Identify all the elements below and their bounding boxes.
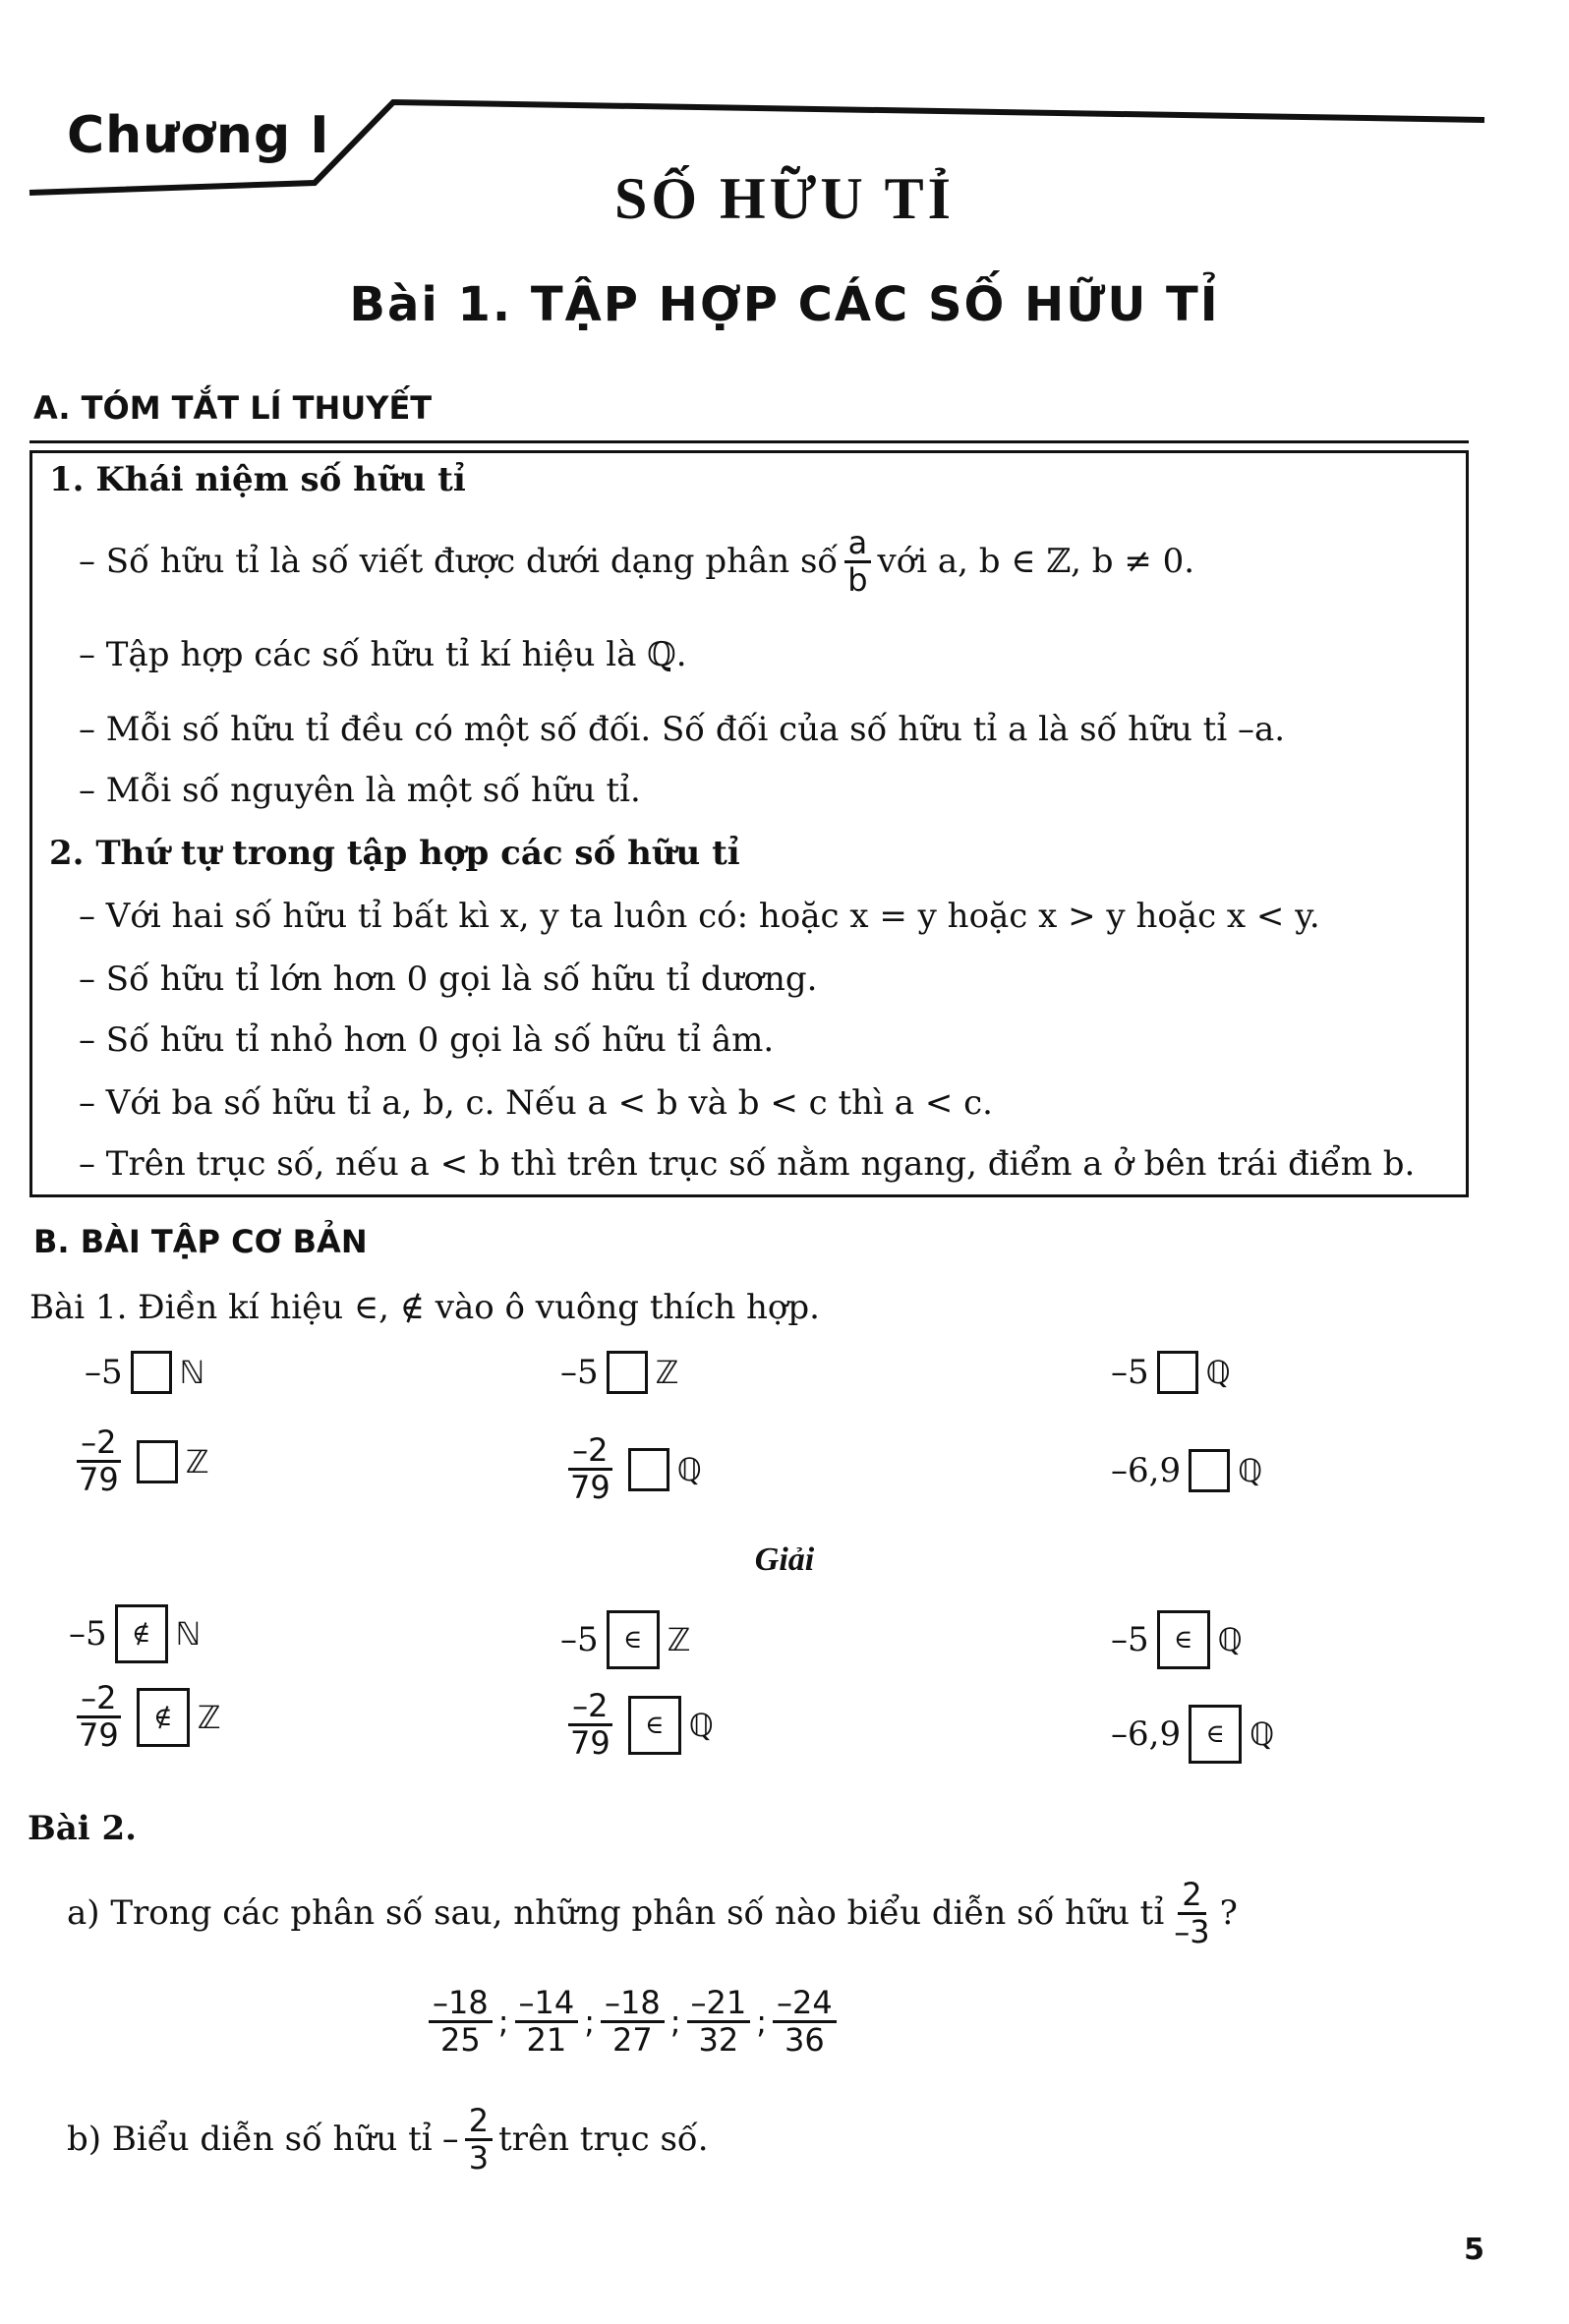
item-value: –5 [560,1353,599,1392]
theory-text: với a, b ∈ ℤ, b ≠ 0. [877,542,1195,582]
question-item [560,1433,702,1505]
exercise-2a-end: ? [1219,1893,1238,1934]
fraction-denominator: –3 [1174,1913,1210,1951]
fraction [75,1681,123,1753]
fraction-numerator: –18 [429,1986,493,2023]
fraction-denominator: 79 [570,1724,610,1763]
set-symbol: ℤ [185,1442,209,1481]
fraction-numerator: –2 [568,1689,611,1726]
item-value: –5 [1111,1353,1149,1392]
exercise-2a [67,1878,1238,1949]
answer-box-filled: ∉ [115,1604,168,1663]
section-b-heading: B. BÀI TẬP CƠ BẢN [33,1223,368,1260]
answer-item [69,1681,221,1753]
fraction-denominator: 79 [79,1461,119,1499]
section-a-heading: A. TÓM TẮT LÍ THUYẾT [33,389,433,427]
answer-box[interactable] [1157,1351,1198,1394]
theory-subheading-1: 1. Khái niệm số hữu tỉ [49,460,466,499]
fraction-numerator: –14 [515,1986,579,2023]
fraction-numerator: –18 [601,1986,665,2023]
set-symbol: ℚ [1238,1452,1263,1489]
item-value: –5 [1111,1620,1149,1659]
fraction-denominator: 27 [612,2021,653,2060]
fraction [1170,1878,1213,1949]
page-number: 5 [1464,2233,1484,2267]
fraction [75,1425,123,1497]
answer-item [560,1610,690,1669]
theory-line: – Tập hợp các số hữu tỉ kí hiệu là ℚ. [79,635,687,674]
question-item [1111,1351,1231,1394]
answer-box-filled: ∈ [1157,1610,1210,1669]
answer-box[interactable] [628,1448,669,1491]
fraction-numerator: –2 [77,1425,120,1463]
fraction [429,1986,493,2058]
fraction [465,2104,493,2176]
fraction-numerator: –24 [773,1986,837,2023]
page-title: SỐ HỮU TỈ [613,166,956,231]
exercise-2-title: Bài 2. [28,1809,138,1848]
theory-text: – Số hữu tỉ là số viết được dưới dạng phân số [79,542,839,582]
fraction [566,1689,614,1761]
fraction-denominator: 25 [440,2021,481,2060]
fraction-numerator: 2 [1178,1878,1205,1915]
item-value: –5 [560,1620,599,1659]
fraction-denominator: 79 [570,1469,610,1507]
theory-line: – Số hữu tỉ lớn hơn 0 gọi là số hữu tỉ dương. [79,959,818,999]
set-symbol: ℚ [688,1706,714,1744]
set-symbol: ℚ [1249,1715,1275,1753]
fraction-denominator: 32 [698,2021,739,2060]
fraction-denominator: 79 [79,1716,119,1755]
fraction-numerator: 2 [465,2104,493,2141]
answer-box[interactable] [607,1351,648,1394]
theory-line [79,526,1194,598]
theory-line: – Với ba số hữu tỉ a, b, c. Nếu a < b và b < c thì a < c. [79,1083,993,1123]
set-symbol: ℤ [655,1354,679,1391]
fraction-denominator: 21 [526,2021,567,2060]
item-value: –5 [69,1614,107,1654]
answer-item [69,1604,201,1663]
exercise-1-prompt: Bài 1. Điền kí hiệu ∈, ∉ vào ô vuông thích hợp. [29,1288,820,1327]
answer-box-filled: ∈ [628,1696,681,1755]
fraction-denominator: 3 [468,2139,490,2178]
answer-item [560,1689,714,1761]
separator: ; [669,2003,681,2041]
fraction-numerator: a [844,526,872,563]
question-item [1111,1449,1262,1492]
theory-subheading-2: 2. Thứ tự trong tập hợp các số hữu tỉ [49,834,740,873]
set-symbol: ℚ [676,1450,702,1488]
answer-box-filled: ∉ [137,1688,190,1747]
answer-box[interactable] [137,1440,178,1483]
question-item [560,1351,678,1394]
set-symbol: ℚ [1217,1621,1243,1658]
fraction-denominator: b [847,561,868,600]
answer-box-filled: ∈ [1189,1705,1242,1764]
theory-line: – Mỗi số hữu tỉ đều có một số đối. Số đối của số hữu tỉ a là số hữu tỉ –a. [79,710,1286,749]
fraction [515,1986,579,2058]
exercise-2b-text: b) Biểu diễn số hữu tỉ [67,2120,433,2160]
item-value: –6,9 [1111,1714,1182,1754]
fraction-numerator: –2 [568,1433,611,1471]
exercise-2a-text: a) Trong các phân số sau, những phân số nào biểu diễn số hữu tỉ [67,1893,1165,1934]
theory-line: – Mỗi số nguyên là một số hữu tỉ. [79,771,641,810]
fraction-numerator: –2 [77,1681,120,1718]
section-a-divider [29,440,1469,443]
answer-item [1111,1610,1243,1669]
answer-item [1111,1705,1274,1764]
answer-box-filled: ∈ [607,1610,660,1669]
answer-box[interactable] [131,1351,172,1394]
set-symbol: ℤ [667,1621,691,1658]
set-symbol: ℕ [175,1615,202,1653]
set-symbol: ℕ [179,1354,205,1391]
fraction [601,1986,665,2058]
lesson-title: Bài 1. TẬP HỢP CÁC SỐ HỮU TỈ [349,277,1220,332]
fraction-list [423,1986,843,2058]
set-symbol: ℤ [197,1698,221,1736]
solution-label: Giải [754,1541,815,1578]
theory-line: – Trên trục số, nếu a < b thì trên trục số nằm ngang, điểm a ở bên trái điểm b. [79,1144,1416,1184]
theory-line: – Với hai số hữu tỉ bất kì x, y ta luôn có: hoặc x = y hoặc x > y hoặc x < y. [79,897,1320,936]
question-item [85,1351,204,1394]
item-value: –5 [85,1353,123,1392]
fraction-a-over-b [843,526,871,598]
theory-line: – Số hữu tỉ nhỏ hơn 0 gọi là số hữu tỉ âm. [79,1020,775,1060]
fraction-denominator: 36 [784,2021,825,2060]
fraction-numerator: –21 [687,1986,751,2023]
separator: ; [756,2003,767,2041]
separator: ; [497,2003,509,2041]
question-item [69,1425,209,1497]
minus-sign: – [441,2120,459,2160]
set-symbol: ℚ [1205,1354,1231,1391]
exercise-2b-end: trên trục số. [498,2120,709,2160]
chapter-label: Chương I [67,106,330,165]
fraction [773,1986,837,2058]
fraction [687,1986,751,2058]
answer-box[interactable] [1189,1449,1230,1492]
fraction [566,1433,614,1505]
exercise-2b [67,2104,709,2176]
item-value: –6,9 [1111,1451,1182,1490]
separator: ; [584,2003,595,2041]
